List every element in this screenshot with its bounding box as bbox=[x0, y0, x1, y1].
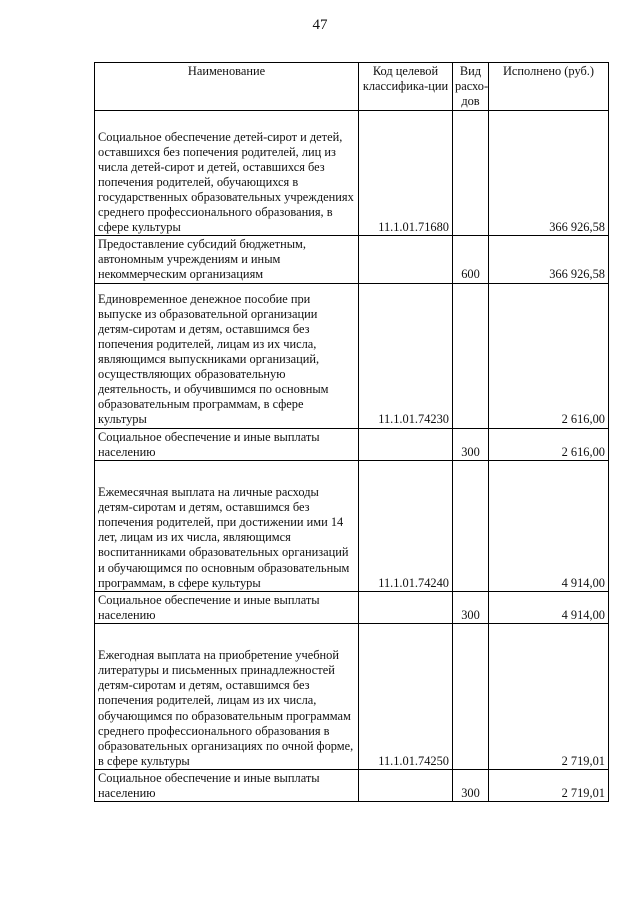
row-code bbox=[359, 591, 453, 623]
row-code: 11.1.01.71680 bbox=[359, 111, 453, 236]
row-amount: 366 926,58 bbox=[489, 111, 609, 236]
row-amount: 2 719,01 bbox=[489, 623, 609, 769]
header-type: Вид расхо-дов bbox=[453, 63, 489, 111]
header-name: Наименование bbox=[95, 63, 359, 111]
row-amount: 4 914,00 bbox=[489, 460, 609, 591]
row-code bbox=[359, 769, 453, 801]
row-name: Ежегодная выплата на приобретение учебной литературы и письменных принадлежностей детям-сиротам и детям, оставшимся без попечения родителей, лицам из их числа, обучающимся по образовательным программам среднего профессионального образования в образовательных организациях по очной форме, в сфере культуры bbox=[95, 623, 359, 769]
row-type bbox=[453, 283, 489, 428]
table-row bbox=[95, 623, 609, 769]
table-row bbox=[95, 283, 609, 428]
table-row bbox=[95, 428, 609, 460]
row-name: Предоставление субсидий бюджетным, автономным учреждениям и иным некоммерческим организациям bbox=[95, 236, 359, 283]
row-code: 11.1.01.74240 bbox=[359, 460, 453, 591]
row-name: Социальное обеспечение и иные выплаты населению bbox=[95, 769, 359, 801]
row-name: Ежемесячная выплата на личные расходы детям-сиротам и детям, оставшимся без попечения родителей, при достижении ими 14 лет, лицам из их числа, являющимся воспитанниками образовательных организаций и обучающимся по основным образовательным программам, в сфере культуры bbox=[95, 460, 359, 591]
row-amount: 2 616,00 bbox=[489, 428, 609, 460]
row-code bbox=[359, 236, 453, 283]
header-code: Код целевой классифика-ции bbox=[359, 63, 453, 111]
expenditure-table bbox=[94, 62, 609, 802]
row-type bbox=[453, 623, 489, 769]
row-code bbox=[359, 428, 453, 460]
table-header-row bbox=[95, 63, 609, 111]
row-name: Социальное обеспечение и иные выплаты населению bbox=[95, 428, 359, 460]
row-type: 600 bbox=[453, 236, 489, 283]
table-row bbox=[95, 460, 609, 591]
row-type bbox=[453, 460, 489, 591]
row-code: 11.1.01.74250 bbox=[359, 623, 453, 769]
page-number: 47 bbox=[312, 17, 328, 33]
row-amount: 2 719,01 bbox=[489, 769, 609, 801]
row-type bbox=[453, 111, 489, 236]
row-type: 300 bbox=[453, 591, 489, 623]
table-row bbox=[95, 591, 609, 623]
table-row bbox=[95, 236, 609, 283]
row-code: 11.1.01.74230 bbox=[359, 283, 453, 428]
header-amount: Исполнено (руб.) bbox=[489, 63, 609, 111]
row-type: 300 bbox=[453, 428, 489, 460]
row-type: 300 bbox=[453, 769, 489, 801]
row-amount: 4 914,00 bbox=[489, 591, 609, 623]
row-amount: 2 616,00 bbox=[489, 283, 609, 428]
table-row bbox=[95, 769, 609, 801]
row-name: Единовременное денежное пособие при выпуске из образовательной организации детям-сиротам и детям, оставшимся без попечения родителей, лицам из их числа, являющимся выпускниками организаций, осуществляющих образовательную деятельность, и обучившимся по основным образовательным программам, в сфере культуры bbox=[95, 283, 359, 428]
row-amount: 366 926,58 bbox=[489, 236, 609, 283]
row-name: Социальное обеспечение и иные выплаты населению bbox=[95, 591, 359, 623]
row-name: Социальное обеспечение детей-сирот и детей, оставшихся без попечения родителей, лиц из числа детей-сирот и детей, оставшихся без попечения родителей, обучающихся в государственных образовательных учреждениях среднего профессионального образования, в сфере культуры bbox=[95, 111, 359, 236]
table-row bbox=[95, 111, 609, 236]
